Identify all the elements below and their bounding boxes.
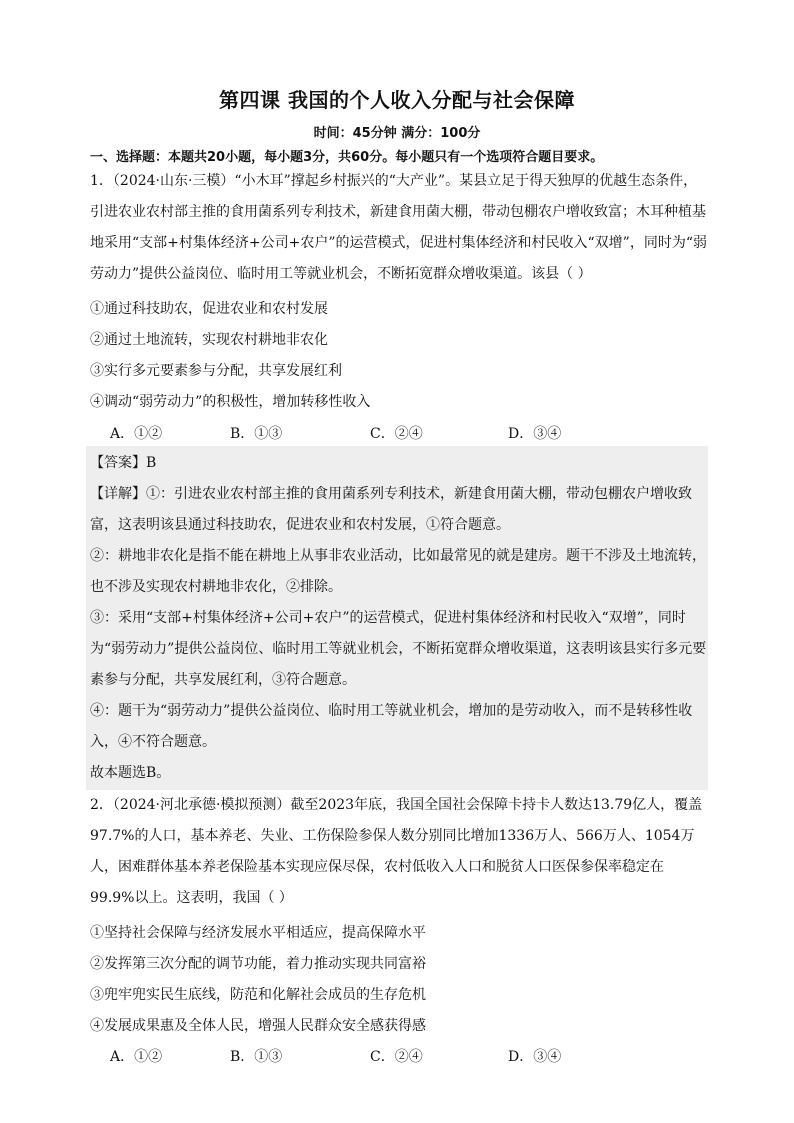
question-2-item-1: ①坚持社会保障与经济发展水平相适应，提高保障水平 — [90, 925, 426, 941]
question-2-option-d[interactable]: D．③④ — [508, 1049, 562, 1065]
question-2-option-c[interactable]: C．②④ — [370, 1049, 423, 1065]
question-2-item-3: ③兜牢兜实民生底线，防范和化解社会成员的生存危机 — [90, 987, 426, 1003]
question-1-stem: 1．（2024·山东·三模）“小木耳”撑起乡村振兴的“大产业”。某县立足于得天独厚的优越生态条件，引进农业农村部主推的食用菌系列专利技术，新建食用菌大棚，带动包棚农户增收致富；木耳种植基地采用“支部+村集体经济+公司+农户”的运营模式，促进村集体经济和村民收入“双增”，同时为“弱劳动力”提供公益岗位、临时用工等就业机会，不断拓宽群众增收渠道。该县（ ） — [90, 173, 707, 282]
question-1-item-1: ①通过科技助农，促进农业和农村发展 — [90, 301, 328, 317]
question-1-option-c[interactable]: C．②④ — [370, 426, 423, 442]
question-1-item-3: ③实行多元要素参与分配，共享发展红利 — [90, 363, 342, 379]
exam-time-score: 时间：45分钟 满分：100分 — [313, 126, 481, 141]
question-1-answer: 【答案】B — [90, 455, 157, 471]
question-1-conclusion: 故本题选B。 — [90, 765, 171, 781]
question-2-option-b[interactable]: B．①③ — [230, 1049, 283, 1065]
question-2-item-4: ④发展成果惠及全体人民，增强人民群众安全感获得感 — [90, 1018, 426, 1034]
question-1-analysis-3: ③：采用“支部+村集体经济+公司+农户”的运营模式，促进村集体经济和村民收入“双增”，同时为“弱劳动力”提供公益岗位、临时用工等就业机会，不断拓宽群众增收渠道，这表明该县实行多元要素参与分配，共享发展红利，③符合题意。 — [90, 610, 707, 688]
question-2-option-a[interactable]: A．①② — [110, 1049, 163, 1065]
question-2-stem: 2．（2024·河北承德·模拟预测）截至2023年底，我国全国社会保障卡持卡人数达13.79亿人，覆盖97.7%的人口，基本养老、失业、工伤保险参保人数分别同比增加1336万人、566万人、1054万人，困难群体基本养老保险基本实现应保尽保，农村低收入人口和脱贫人口医保参保率稳定在99.9%以上。这表明，我国（ ） — [90, 797, 703, 906]
question-2-item-2: ②发挥第三次分配的调节功能，着力推动实现共同富裕 — [90, 956, 426, 972]
question-1-item-2: ②通过土地流转，实现农村耕地非农化 — [90, 332, 328, 348]
question-1-option-b[interactable]: B．①③ — [230, 426, 283, 442]
question-1-item-4: ④调动“弱劳动力”的积极性，增加转移性收入 — [90, 394, 371, 410]
question-1-option-d[interactable]: D．③④ — [508, 426, 562, 442]
question-1-option-a[interactable]: A．①② — [110, 426, 163, 442]
question-1-analysis-4: ④：题干为“弱劳动力”提供公益岗位、临时用工等就业机会，增加的是劳动收入，而不是转移性收入，④不符合题意。 — [90, 703, 693, 750]
question-1-analysis-1: 【详解】①：引进农业农村部主推的食用菌系列专利技术，新建食用菌大棚，带动包棚农户增收致富，这表明该县通过科技助农，促进农业和农村发展，①符合题意。 — [90, 486, 692, 533]
question-1-analysis-2: ②：耕地非农化是指不能在耕地上从事非农业活动，比如最常见的就是建房。题干不涉及土地流转，也不涉及实现农村耕地非农化，②排除。 — [90, 548, 706, 595]
section-heading: 一、选择题：本题共20小题，每小题3分，共60分。每小题只有一个选项符合题目要求。 — [90, 150, 604, 165]
page-title: 第四课 我国的个人收入分配与社会保障 — [219, 88, 575, 112]
